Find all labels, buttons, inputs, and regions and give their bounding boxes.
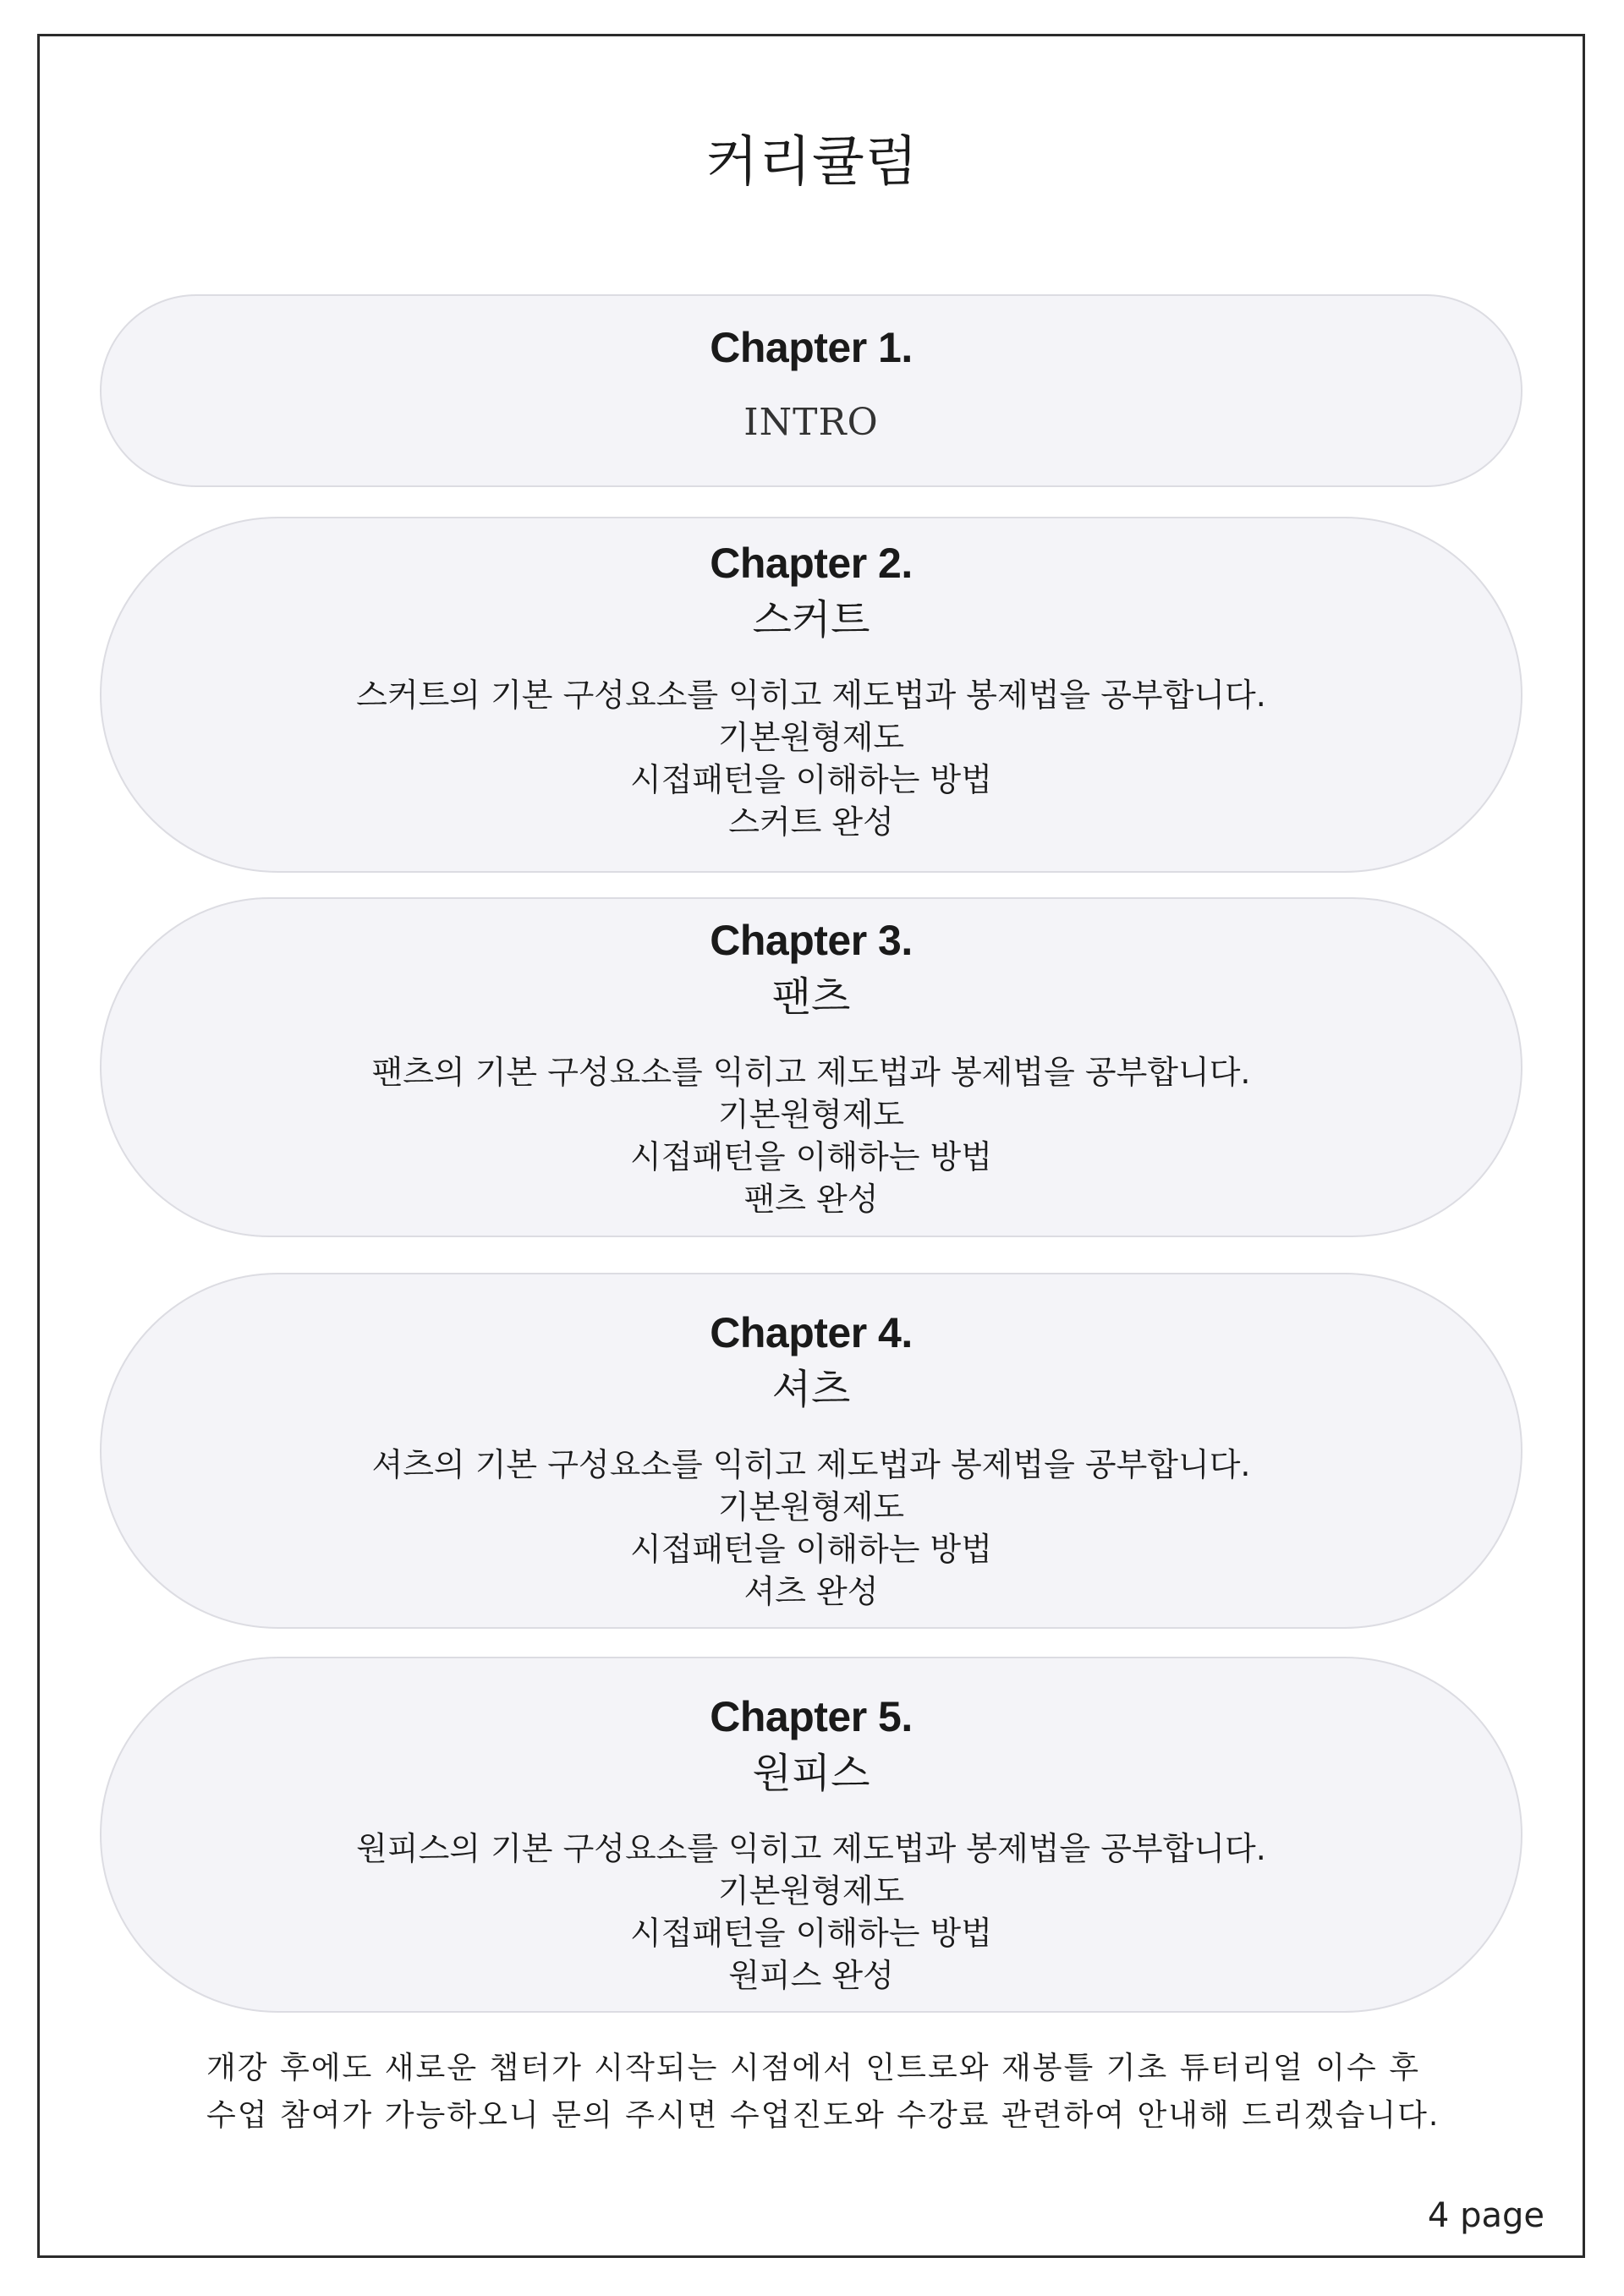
description-line: 시접패턴을 이해하는 방법 — [630, 1531, 992, 1568]
chapter-description — [102, 674, 1521, 843]
description-line: 기본원형제도 — [717, 1096, 905, 1133]
description-line: 시접패턴을 이해하는 방법 — [630, 1915, 992, 1952]
chapter-heading: Chapter 1. — [710, 324, 913, 371]
description-line: 셔츠 완성 — [743, 1573, 879, 1610]
chapter-description — [102, 1444, 1521, 1613]
chapter-heading: Chapter 5. — [710, 1693, 913, 1740]
description-line: 스커트 완성 — [728, 803, 894, 841]
chapter-subtitle: 스커트 — [752, 596, 870, 644]
chapter-description — [102, 1051, 1521, 1220]
description-line: 기본원형제도 — [717, 1872, 905, 1910]
page-number: 4 page — [1427, 2196, 1544, 2235]
description-line: 기본원형제도 — [717, 719, 905, 756]
page-title: 커리큘럼 — [705, 131, 919, 194]
chapter-card-3 — [100, 897, 1522, 1237]
description-line: 시접패턴을 이해하는 방법 — [630, 761, 992, 798]
description-line: 팬츠 완성 — [743, 1181, 879, 1218]
enrollment-notice — [206, 2045, 1440, 2140]
chapter-heading: Chapter 4. — [710, 1309, 913, 1356]
chapter-card-5 — [100, 1657, 1522, 2013]
description-line: 스커트의 기본 구성요소를 익히고 제도법과 봉제법을 공부합니다. — [356, 677, 1266, 714]
chapter-heading: Chapter 2. — [710, 540, 913, 587]
description-line: 원피스의 기본 구성요소를 익히고 제도법과 봉제법을 공부합니다. — [356, 1830, 1266, 1867]
description-line: 기본원형제도 — [717, 1488, 905, 1526]
description-line: 시접패턴을 이해하는 방법 — [630, 1138, 992, 1175]
description-line: 원피스 완성 — [728, 1957, 894, 1994]
chapter-subtitle: 원피스 — [752, 1750, 870, 1797]
chapter-subtitle: 셔츠 — [771, 1366, 851, 1413]
description-line: 팬츠의 기본 구성요소를 익히고 제도법과 봉제법을 공부합니다. — [371, 1054, 1251, 1091]
description-line: 셔츠의 기본 구성요소를 익히고 제도법과 봉제법을 공부합니다. — [371, 1446, 1251, 1483]
chapter-description — [102, 1827, 1521, 1997]
chapter-heading: Chapter 3. — [710, 917, 913, 964]
notice-line: 수업 참여가 가능하오니 문의 주시면 수업진도와 수강료 관련하여 안내해 드리겠습니다. — [206, 2098, 1440, 2133]
chapter-card-1 — [100, 294, 1522, 487]
notice-line: 개강 후에도 새로운 챕터가 시작되는 시점에서 인트로와 재봉틀 기초 튜터리얼 이수 후 — [206, 2051, 1421, 2085]
chapter-subtitle: INTRO — [743, 401, 879, 444]
chapter-card-2 — [100, 517, 1522, 873]
chapter-card-4 — [100, 1273, 1522, 1629]
chapter-subtitle: 팬츠 — [771, 973, 851, 1021]
